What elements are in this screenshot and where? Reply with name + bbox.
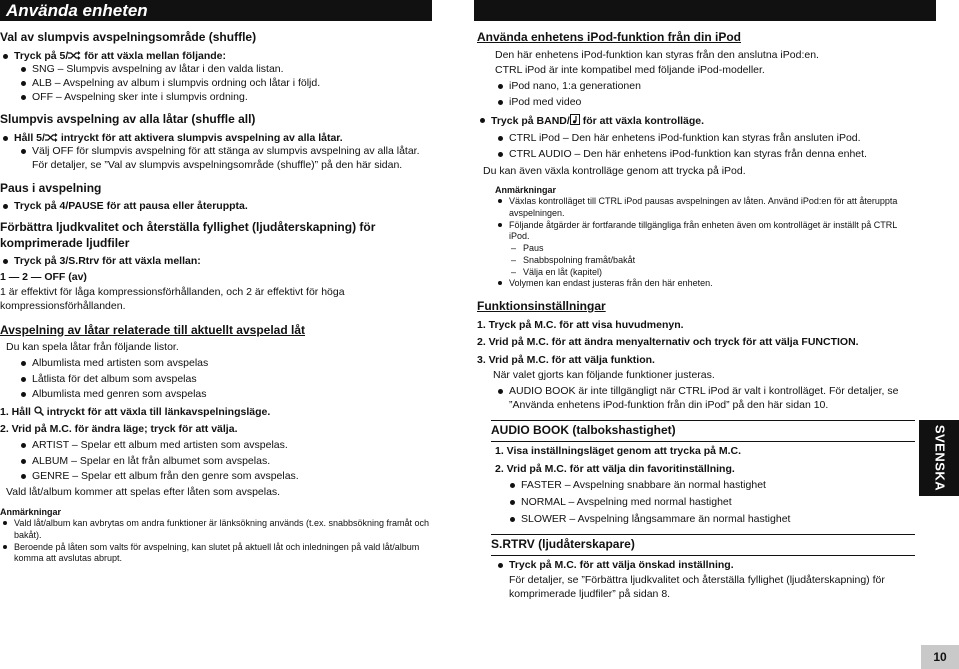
sound-retriever-heading: Förbättra ljudkvalitet och återställa fyllighet (ljudåterskapning) för komprimerade ljudfiler: [0, 219, 376, 250]
audio-book-step-2: 2. Vrid på M.C. för att välja din favoritinställning.: [495, 462, 735, 475]
sound-retriever-values: 1 — 2 — OFF (av): [0, 270, 87, 283]
list-item: NORMAL – Avspelning med normal hastighet: [507, 496, 915, 510]
srtrv-heading: S.RTRV (ljudåterskapare): [491, 534, 915, 556]
left-notes: [0, 507, 430, 565]
title-bar: [0, 0, 432, 21]
shuffle-heading: Val av slumpvis avspelningsområde (shuffle): [0, 30, 257, 44]
pause-heading: Paus i avspelning: [0, 180, 102, 195]
search-icon: [34, 406, 44, 416]
ipod-after: Du kan även växla kontrolläge genom att trycka på iPod.: [483, 165, 746, 178]
audio-book-heading: AUDIO BOOK (talbokshastighet): [491, 420, 915, 442]
audio-book-step-1: 1. Visa inställningsläget genom att trycka på M.C.: [495, 444, 742, 457]
shuffle-all-heading: Slumpvis avspelning av alla låtar (shuffle all): [0, 112, 256, 127]
list-item: CTRL AUDIO – Den här enhetens iPod-funktion kan styras från denna enhet.: [495, 148, 915, 162]
right-notes: [477, 185, 915, 290]
right-column: [477, 30, 915, 602]
list-item: Albumlista med artisten som avspelas: [18, 357, 430, 371]
music-note-icon: [570, 114, 580, 125]
list-item: SNG – Slumpvis avspelning av låtar i den valda listan.: [18, 63, 430, 77]
list-item: – Paus: [495, 243, 915, 255]
sound-retriever-step: Tryck på 3/S.Rtrv för att växla mellan:: [0, 255, 430, 269]
list-item: ALBUM – Spelar en låt från albumet som avspelas.: [18, 455, 430, 469]
func-step-2: 2. Vrid på M.C. för att ändra menyalternativ och tryck för att välja FUNCTION.: [477, 336, 859, 349]
list-item: OFF – Avspelning sker inte i slumpvis ordning.: [18, 91, 430, 105]
pause-step: Tryck på 4/PAUSE för att pausa eller återuppta.: [0, 200, 430, 214]
related-heading: Avspelning av låtar relaterade till aktuellt avspelad låt: [0, 322, 306, 337]
list-item: FASTER – Avspelning snabbare än normal hastighet: [507, 479, 915, 493]
list-item: iPod med video: [495, 96, 915, 110]
shuffle-list: [0, 63, 430, 104]
list-item: Välj OFF för slumpvis avspelning för att stänga av slumpvis avspelning av alla låtar. För detaljer, se ”Val av slumpvis avspelningsområde (shuffle)” på den här sidan.: [18, 145, 430, 172]
list-item: ARTIST – Spelar ett album med artisten som avspelas.: [18, 439, 430, 453]
header-bar-right: [474, 0, 936, 21]
func-step-1: 1. Tryck på M.C. för att visa huvudmenyn.: [477, 318, 684, 331]
related-after: Vald låt/album kommer att spelas efter låten som avspelas.: [6, 486, 281, 499]
list-item: CTRL iPod – Den här enhetens iPod-funktion kan styras från ansluten iPod.: [495, 132, 915, 146]
srtrv-step: Tryck på M.C. för att välja önskad inställning.: [495, 559, 915, 573]
list-item: Beroende på låten som valts för avspelning, kan slutet på aktuell låt och inledningen på vald låt/album komma att avslutas abrupt.: [0, 542, 430, 565]
ipod-step: Tryck på BAND/ för att växla kontrolläge.: [477, 114, 915, 129]
notes-heading: Anmärkningar: [0, 506, 62, 517]
shuffle-step: Tryck på 5/ för att växla mellan följande:: [0, 50, 430, 64]
list-item: Följande åtgärder är fortfarande tillgängliga från enheten även om kontrolläget är inställt på CTRL iPod.: [495, 220, 915, 243]
related-intro: Du kan spela låtar från följande listor.: [6, 341, 179, 354]
func-settings-heading: Funktionsinställningar: [477, 298, 606, 313]
list-item: GENRE – Spelar ett album från den genre som avspelas.: [18, 470, 430, 484]
related-step1: 1. Håll intryckt för att växla till länkavspelningsläge.: [0, 405, 271, 418]
page-title: Använda enheten: [6, 1, 148, 20]
list-item: Växlas kontrolläget till CTRL iPod pausas avspelningen av låten. Använd iPod:en för att återuppta avspelningen.: [495, 196, 915, 219]
list-item: – Välja en låt (kapitel): [495, 267, 915, 279]
list-item: Volymen kan endast justeras från den här enheten.: [495, 278, 915, 290]
language-label: SVENSKA: [932, 424, 948, 492]
sound-retriever-desc: 1 är effektivt för låga kompressionsförhållanden, och 2 är effektivt för höga kompressionsförhållanden.: [0, 286, 345, 313]
srtrv-desc: För detaljer, se ”Förbättra ljudkvalitet och återställa fyllighet (ljudåterskapning) för komprimerade ljudfiler” på sidan 8.: [509, 574, 885, 601]
list-item: – Snabbspolning framåt/bakåt: [495, 255, 915, 267]
notes-heading: Anmärkningar: [495, 184, 557, 195]
list-item: SLOWER – Avspelning långsammare än normal hastighet: [507, 513, 915, 527]
language-tab: [919, 420, 959, 496]
left-column: [0, 30, 430, 565]
list-item: Albumlista med genren som avspelas: [18, 388, 430, 402]
related-step2: 2. Vrid på M.C. för ändra läge; tryck för att välja.: [0, 423, 238, 436]
list-item: Låtlista för det album som avspelas: [18, 373, 430, 387]
list-item: AUDIO BOOK är inte tillgängligt när CTRL iPod är valt i kontrolläget. För detaljer, se ”Använda enhetens iPod-funktion från din iPod” på den här sidan 10.: [495, 385, 915, 412]
shuffle-all-step: Håll 5/ intryckt för att aktivera slumpvis avspelning av alla låtar.: [0, 132, 430, 146]
ipod-line1: Den här enhetens iPod-funktion kan styras från den anslutna iPod:en.: [495, 48, 819, 61]
shuffle-icon: [68, 51, 81, 60]
shuffle-icon: [45, 133, 58, 142]
func-step-3: 3. Vrid på M.C. för att välja funktion.: [477, 353, 655, 366]
list-item: ALB – Avspelning av album i slumpvis ordning och låtar i följd.: [18, 77, 430, 91]
func-after: När valet gjorts kan följande funktioner justeras.: [493, 369, 715, 382]
list-item: iPod nano, 1:a generationen: [495, 80, 915, 94]
page-number: 10: [921, 645, 959, 669]
ipod-line2: CTRL iPod är inte kompatibel med följande iPod-modeller.: [495, 64, 765, 77]
ipod-heading: Använda enhetens iPod-funktion från din iPod: [477, 30, 742, 44]
list-item: Vald låt/album kan avbrytas om andra funktioner är länksökning används (t.ex. snabbsökning framåt och bakåt).: [0, 518, 430, 541]
